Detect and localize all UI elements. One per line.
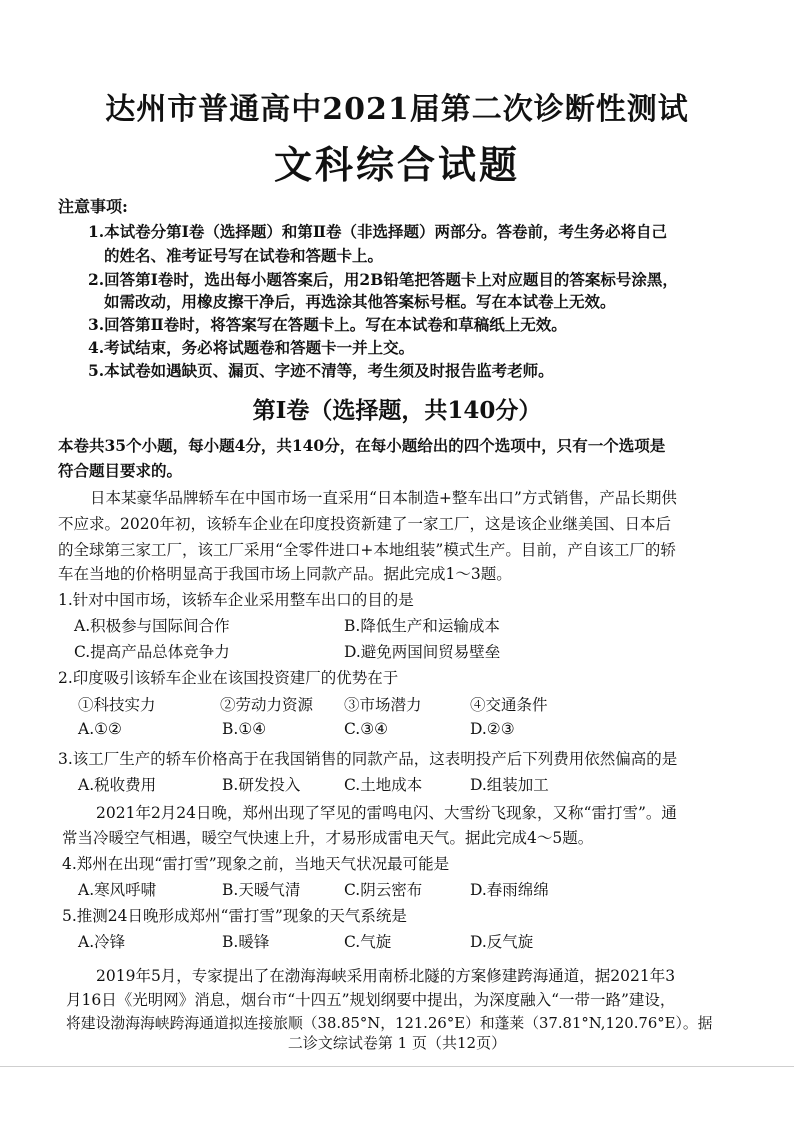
exam-subtitle: 文科综合试题 (273, 142, 520, 187)
passage-line: 不应求。2020年初，该轿车企业在印度投资新建了一家工厂，这是该企业继美国、日本后 (58, 515, 671, 533)
passage-line: 的全球第三家工厂，该工厂采用“全零件进口+本地组装”模式生产。目前，产自该工厂的轿 (58, 541, 676, 559)
option: B.①④ (222, 720, 267, 738)
option: C.阴云密布 (344, 881, 423, 899)
option: A.税收费用 (78, 776, 157, 794)
question-stem: 1.针对中国市场，该轿车企业采用整车出口的目的是 (58, 591, 414, 609)
option: C.提高产品总体竞争力 (74, 643, 230, 661)
notice-line: 的姓名、准考证号写在试卷和答题卡上。 (104, 246, 384, 265)
notice-line: 4.考试结束，务必将试题卷和答题卡一并上交。 (88, 338, 415, 357)
notice-line: 3.回答第Ⅱ卷时，将答案写在答题卡上。写在本试卷和草稿纸上无效。 (88, 315, 567, 334)
option: A.冷锋 (78, 933, 126, 951)
section-title: 第Ⅰ卷（选择题，共140分） (252, 397, 542, 424)
passage-line: 月16日《光明网》消息，烟台市“十四五”规划纲要中提出，为深度融入“一带一路”建设， (66, 991, 676, 1009)
statement-item: ③市场潜力 (344, 696, 422, 714)
option: D.反气旋 (470, 933, 534, 951)
question-stem: 2.印度吸引该轿车企业在该国投资建厂的优势在于 (58, 669, 399, 687)
option: D.②③ (470, 720, 515, 738)
section-intro: 符合题目要求的。 (58, 461, 183, 480)
page-bottom-edge (0, 1066, 794, 1067)
option: B.天暖气清 (222, 881, 301, 899)
passage-line: 2019年5月，专家提出了在渤海海峡采用南桥北隧的方案修建跨海通道，据2021年3 (96, 967, 676, 985)
page-footer: 二诊文综试卷第 1 页（共12页） (287, 1034, 507, 1052)
statement-item: ④交通条件 (470, 696, 548, 714)
option: D.避免两国间贸易壁垒 (344, 643, 501, 661)
exam-title: 达州市普通高中2021届第二次诊断性测试 (105, 92, 689, 127)
question-stem: 3.该工厂生产的轿车价格高于在我国销售的同款产品，这表明投产后下列费用依然偏高的是 (58, 750, 678, 768)
option: A.寒风呼啸 (78, 881, 157, 899)
option: B.降低生产和运输成本 (344, 617, 500, 635)
passage-line: 日本某豪华品牌轿车在中国市场一直采用“日本制造+整车出口”方式销售，产品长期供 (90, 489, 677, 507)
option: A.积极参与国际间合作 (74, 617, 230, 635)
passage-line: 常当冷暖空气相遇，暖空气快速上升，才易形成雷电天气。据此完成4～5题。 (62, 829, 594, 847)
passage-line: 2021年2月24日晚，郑州出现了罕见的雷鸣电闪、大雪纷飞现象，又称“雷打雪”。通 (96, 804, 677, 822)
option: B.研发投入 (222, 776, 301, 794)
notice-line: 2.回答第Ⅰ卷时，选出每小题答案后，用2B铅笔把答题卡上对应题目的答案标号涂黑， (88, 270, 678, 289)
question-stem: 4.郑州在出现“雷打雪”现象之前，当地天气状况最可能是 (62, 855, 450, 873)
notice-line: 如需改动，用橡皮擦干净后，再选涂其他答案标号框。写在本试卷上无效。 (104, 292, 616, 311)
statement-item: ②劳动力资源 (220, 696, 314, 714)
passage-line: 车在当地的价格明显高于我国市场上同款产品。据此完成1～3题。 (58, 565, 512, 583)
notice-heading: 注意事项: (58, 197, 128, 216)
option: B.暖锋 (222, 933, 270, 951)
option: C.气旋 (344, 933, 392, 951)
option: C.③④ (344, 720, 389, 738)
option: C.土地成本 (344, 776, 423, 794)
option: D.春雨绵绵 (470, 881, 549, 899)
option: A.①② (78, 720, 122, 738)
notice-line: 5.本试卷如遇缺页、漏页、字迹不清等，考生须及时报告监考老师。 (88, 361, 554, 380)
section-intro: 本卷共35个小题，每小题4分，共140分，在每小题给出的四个选项中，只有一个选项是 (58, 436, 666, 455)
passage-line: 将建设渤海海峡跨海通道拟连接旅顺（38.85°N，121.26°E）和蓬莱（37.81°N,120.76°E）。据 (66, 1015, 713, 1032)
option: D.组装加工 (470, 776, 549, 794)
statement-item: ①科技实力 (78, 696, 156, 714)
question-stem: 5.推测24日晚形成郑州“雷打雪”现象的天气系统是 (62, 907, 407, 925)
notice-line: 1.本试卷分第Ⅰ卷（选择题）和第Ⅱ卷（非选择题）两部分。答卷前，考生务必将自己 (88, 222, 667, 241)
